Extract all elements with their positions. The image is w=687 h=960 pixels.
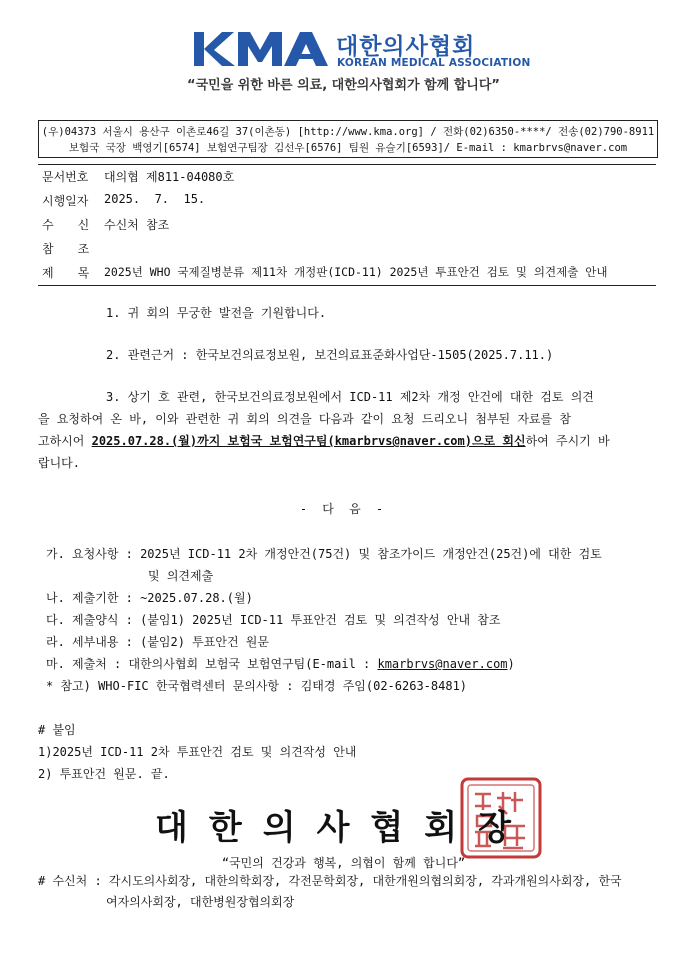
paragraph-3-line-4: 랍니다.	[38, 456, 81, 470]
contact-line-2: 보험국 국장 백영기[6574] 보험연구팀장 김선우[6576] 팀원 유슬기[6593]/ E-mail : kmarbrvs@naver.com	[68, 142, 628, 154]
subject-value: 2025년 WHO 국제질병분류 제11차 개정판(ICD-11) 2025년 투표안건 검토 및 의견제출 안내	[104, 265, 608, 279]
text: 하여 주시기 바	[525, 434, 610, 448]
doc-number-label: 문서번호	[42, 170, 89, 184]
item-ga-continued: 및 의견제출	[148, 569, 214, 583]
subject-label: 제목	[42, 266, 114, 280]
meta-doc-number	[38, 164, 658, 188]
item-da: 다. 제출양식 : (붙임1) 2025년 ICD-11 투표안건 검토 및 의견작성 안내 참조	[46, 613, 501, 627]
org-name-korean: 대한의사협회	[336, 34, 476, 60]
doc-number-value: 대의협 제811-04080호	[104, 170, 235, 184]
paragraph-1: 1. 귀 회의 무궁한 발전을 기원합니다.	[106, 306, 327, 320]
slogan: “국민을 위한 바른 의료, 대한의사협회가 함께 합니다”	[187, 78, 500, 93]
org-name-english: KOREAN MEDICAL ASSOCIATION	[337, 57, 531, 69]
address-line-1: (우)04373 서울시 용산구 이촌로46길 37(이촌동) [http://www.kma.org] / 전화(02)6350-****/ 전송(02)790-8911	[41, 126, 655, 138]
recipients-list-continued: 여자의사회장, 대한병원장협의회장	[106, 895, 295, 909]
item-na: 나. 제출기한 : ~2025.07.28.(월)	[46, 591, 253, 605]
kma-logo	[192, 30, 332, 68]
meta-reference	[38, 236, 658, 260]
text: 마. 제출처 : 대한의사협회 보험국 보험연구팀(E-mail :	[46, 657, 378, 671]
paragraph-3	[38, 386, 658, 474]
attachment-1: 1)2025년 ICD-11 2차 투표안건 검토 및 의견작성 안내	[38, 745, 357, 759]
text: )	[507, 657, 515, 671]
email-link[interactable]: kmarbrvs@naver.com	[377, 657, 508, 671]
deadline-emphasis: 2025.07.28.(월)까지 보험국 보험연구팀(kmarbrvs@naver.com)으로 회신	[91, 434, 526, 448]
recipients-list: # 수신처 : 각시도의사회장, 대한의학회장, 각전문학회장, 대한개원의협의회장, 각과개원의사회장, 한국	[38, 874, 622, 888]
paragraph-3-line-2: 을 요청하여 온 바, 이와 관련한 귀 회의 의견을 다음과 같이 요청 드리오니 첨부된 자료를 참	[38, 412, 571, 426]
motto: “국민의 건강과 행복, 의협이 함께 합니다”	[221, 856, 466, 870]
item-ga: 가. 요청사항 : 2025년 ICD-11 2차 개정안건(75건) 및 참조가이드 개정안건(25건)에 대한 검토	[46, 547, 602, 561]
paragraph-2: 2. 관련근거 : 한국보건의료정보원, 보건의료표준화사업단-1505(2025.7.11.)	[106, 348, 554, 362]
attachments-heading: # 붙임	[38, 723, 76, 737]
note: * 참고) WHO-FIC 한국협력센터 문의사항 : 김태경 주임(02-6263-8481)	[46, 679, 468, 693]
divider	[38, 285, 656, 286]
da-eum-heading: - 다 음 -	[299, 502, 388, 516]
reference-label: 참조	[42, 242, 114, 256]
meta-recipient	[38, 212, 658, 236]
paragraph-3-line-1: 3. 상기 호 관련, 한국보건의료정보원에서 ICD-11 제2차 개정 안건에 대한 검토 의견	[106, 390, 594, 404]
meta-date	[38, 188, 658, 212]
paragraph-3-line-3	[38, 430, 658, 452]
recipient-label: 수신	[42, 218, 114, 232]
item-ma	[46, 655, 515, 672]
item-ra: 라. 세부내용 : (붙임2) 투표안건 원문	[46, 635, 269, 649]
attachment-2: 2) 투표안건 원문. 끝.	[38, 767, 170, 781]
address-box	[38, 120, 658, 158]
text: 고하시어	[38, 434, 92, 448]
meta-subject	[38, 260, 658, 284]
recipient-value: 수신처 참조	[104, 218, 170, 232]
date-value: 2025. 7. 15.	[104, 192, 206, 206]
sender-name: 대한의사협회장	[155, 808, 532, 848]
date-label: 시행일자	[42, 194, 89, 208]
